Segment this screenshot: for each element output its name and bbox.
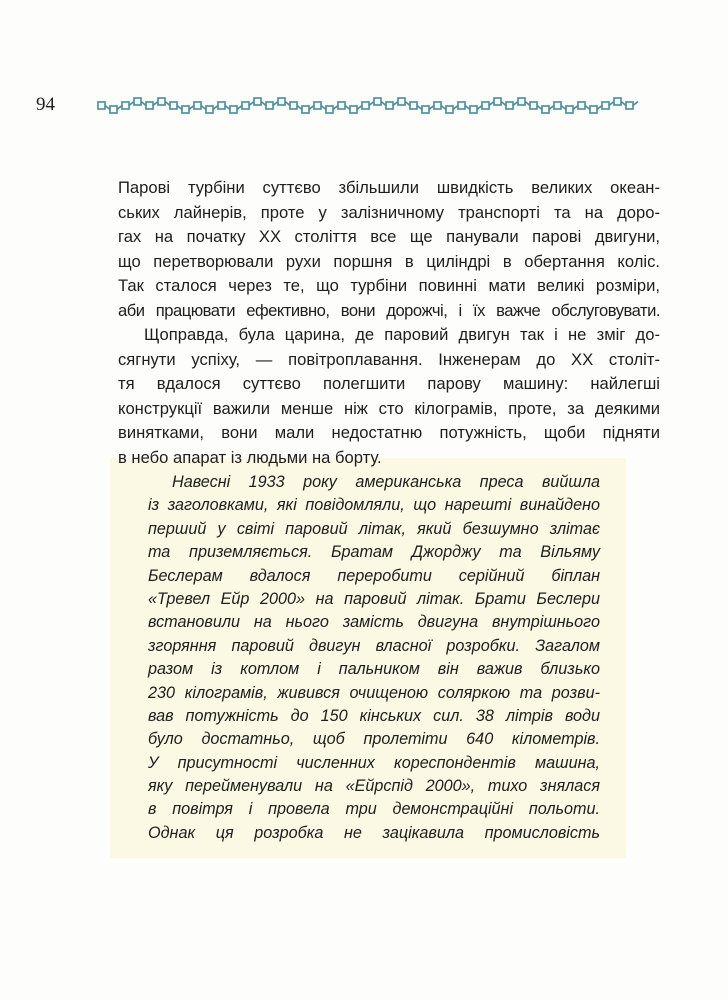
- chain-link-shape: [206, 106, 213, 113]
- chain-link-shape: [542, 106, 549, 113]
- box-text-line: вав потужність до 150 кінських сил. 38 літрів води: [148, 706, 600, 725]
- text-line: тя вдалося суттєво полегшити парову машину: найлегші: [118, 374, 660, 393]
- chain-link-shape: [482, 102, 489, 109]
- chain-link-shape: [590, 106, 597, 113]
- chain-link-shape: [626, 102, 633, 109]
- chain-link-shape: [158, 98, 165, 105]
- box-text-line: яку перейменували на «Ейрспід 2000», тихо знялася: [148, 777, 600, 796]
- chain-link-shape: [218, 102, 225, 109]
- box-text-line: перший у світі паровий літак, який безшумно злітає: [148, 519, 600, 538]
- box-text-line: із заголовками, які повідомляли, що нарешті винайдено: [148, 496, 600, 515]
- text-line: Так сталося через те, що турбіни повинні мати великі розміри,: [118, 276, 660, 295]
- chain-link-shape: [602, 102, 609, 109]
- chain-link-shape: [458, 102, 465, 109]
- chain-link-shape: [578, 102, 585, 109]
- box-text-line: «Тревел Ейр 2000» на паровий літак. Брати Беслери: [148, 589, 600, 608]
- box-text-line: Навесні 1933 року американська преса вийшла: [172, 473, 600, 491]
- chain-link-shape: [566, 106, 573, 113]
- chain-link-shape: [554, 102, 561, 109]
- box-text-line: встановили на нього замість двигуна внутрішнього: [148, 613, 600, 632]
- chain-link-shape: [110, 106, 117, 113]
- box-text-line: У присутності численних кореспондентів машина,: [148, 753, 600, 772]
- chain-link-shape: [98, 102, 105, 109]
- box-text-line: разом із котлом і пальником він важив близько: [148, 660, 600, 679]
- chain-link-shape: [194, 102, 201, 109]
- box-text-line: в повітря і провела три демонстраційні польоти.: [148, 800, 600, 819]
- text-line: Щоправда, була царина, де паровий двигун так і не зміг до-: [144, 325, 660, 344]
- chain-link-shape: [398, 98, 405, 105]
- text-line: гах на початку XX століття все ще панували парові двигуни,: [118, 227, 660, 246]
- page-number: 94: [36, 94, 55, 115]
- chain-link-shape: [362, 102, 369, 109]
- box-text-line: Беслерам вдалося переробити серійний біплан: [148, 566, 600, 585]
- chain-link-shape: [350, 106, 357, 113]
- chain-link-shape: [494, 98, 501, 105]
- chain-link-shape: [470, 106, 477, 113]
- chain-link-shape: [410, 102, 417, 109]
- box-text-line: згоряння паровий двигун власної розробки. Загалом: [148, 636, 600, 655]
- chain-link-shape: [122, 102, 129, 109]
- decorative-chain-ornament: [96, 94, 642, 118]
- chain-link-shape: [518, 98, 525, 105]
- chain-link-shape: [170, 102, 177, 109]
- main-text: [118, 176, 660, 470]
- box-text-line: та приземляється. Братам Джорджу та Вільяму: [148, 543, 600, 562]
- text-line: ських лайнерів, проте у залізничному транспорті та на доро-: [118, 202, 660, 222]
- chain-link-shape: [302, 106, 309, 113]
- box-text-line: 230 кілограмів, живився очищеною соляркою та розви-: [148, 683, 600, 702]
- chain-link-shape: [278, 98, 285, 105]
- chain-link-shape: [422, 106, 429, 113]
- box-text-line: Однак ця розробка не зацікавила промисловість: [148, 823, 600, 842]
- text-line: сягнути успіху, — повітроплавання. Інженерам до XX століт-: [118, 349, 660, 369]
- chain-link-shape: [242, 102, 249, 109]
- chain-link-shape: [290, 102, 297, 109]
- text-line: в небо апарат із людьми на борту.: [118, 447, 382, 467]
- chain-link-shape: [614, 98, 621, 105]
- chain-link-shape: [338, 102, 345, 109]
- box-text-line: було достатньо, щоб пролетіти 640 кілометрів.: [148, 730, 600, 749]
- text-line: аби працювати ефективно, вони дорожчі, і їх важче обслуговувати.: [118, 300, 660, 320]
- chain-link-shape: [446, 106, 453, 113]
- chain-link-shape: [230, 106, 237, 113]
- chain-link-shape: [146, 102, 153, 109]
- chain-link-shape: [434, 102, 441, 109]
- text-line: конструкції важили менше ніж сто кілограмів, проте, за деякими: [118, 398, 660, 418]
- text-line: Парові турбіни суттєво збільшили швидкість великих океан-: [118, 178, 660, 197]
- chain-link-shape: [506, 102, 513, 109]
- chain-link-shape: [266, 102, 273, 109]
- chain-link-shape: [374, 98, 381, 105]
- chain-link-shape: [134, 98, 141, 105]
- chain-link-shape: [182, 106, 189, 113]
- chain-link-shape: [530, 102, 537, 109]
- sidebar-box-text: [148, 471, 600, 845]
- chain-link-shape: [254, 98, 261, 105]
- text-line: винятками, вони мали недостатню потужність, щоби підняти: [118, 423, 660, 442]
- chain-link-shape: [326, 106, 333, 113]
- chain-link-shape: [314, 102, 321, 109]
- chain-link-shape: [386, 102, 393, 109]
- text-line: що перетворювали рухи поршня в циліндрі в обертання коліс.: [118, 251, 660, 271]
